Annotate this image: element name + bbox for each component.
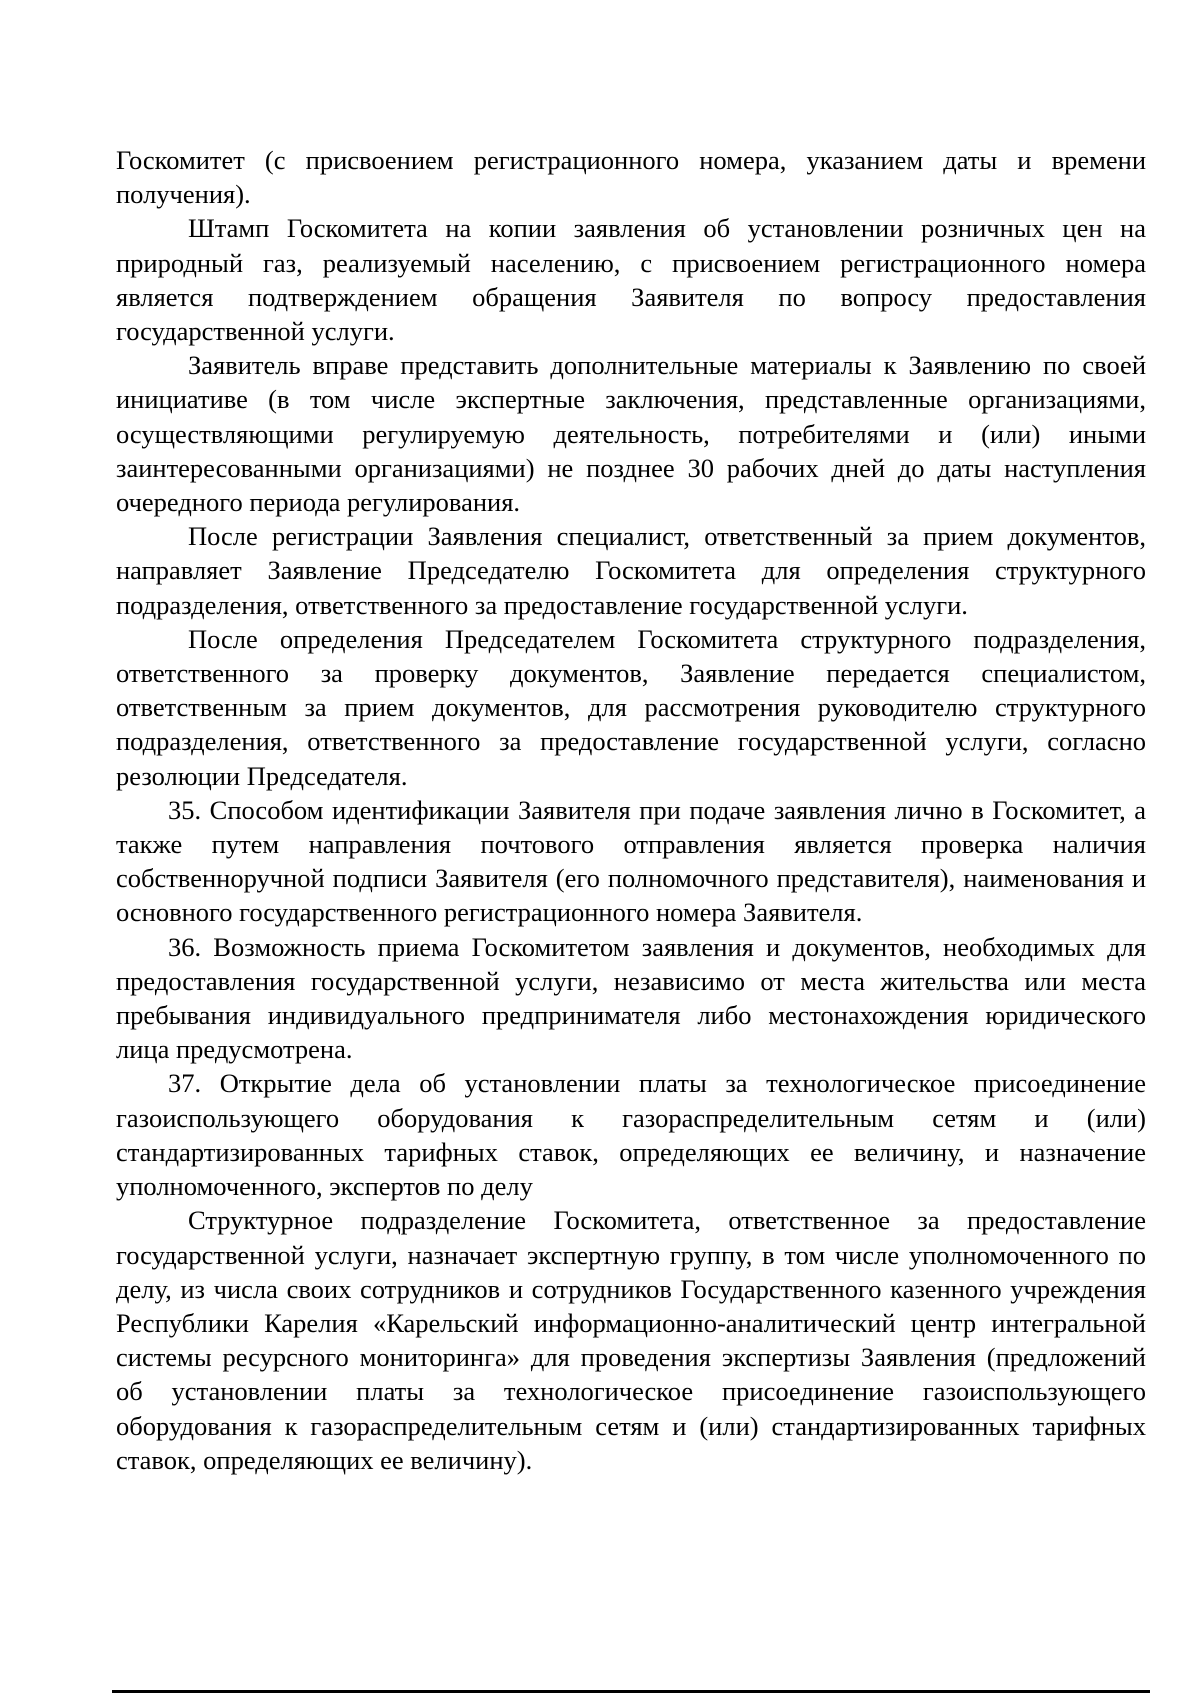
paragraph-after-determination: После определения Председателем Госкомитета структурного подразделения, ответственного за проверку документов, Заявление передается специалистом, ответственным за прием документов, для рассмотрения руководителю структурного подразделения, ответственного за предоставление государственной услуги, согласно резолюции Председателя. [116, 623, 1146, 791]
paragraph-registration-continued: Госкомитет (с присвоением регистрационного номера, указанием даты и времени получения). [116, 145, 1146, 210]
paragraph-after-registration: После регистрации Заявления специалист, ответственный за прием документов, направляет Заявление Председателю Госкомитета для определения структурного подразделения, ответственного за предоставление государственной услуги. [116, 521, 1146, 620]
paragraph-additional-materials: Заявитель вправе представить дополнительные материалы к Заявлению по своей инициативе (в том числе экспертные заключения, представленные организациями, осуществляющими регулируемую деятельность, потребителями и (или) иными заинтересованными организациями) не позднее 30 рабочих дней до даты наступления очередного периода регулирования. [116, 350, 1146, 518]
paragraph-item-36: 36. Возможность приема Госкомитетом заявления и документов, необходимых для предоставления государственной услуги, независимо от места жительства или места пребывания индивидуального предпринимателя либо местонахождения юридического лица предусмотрена. [116, 931, 1146, 1065]
paragraph-expert-group: Структурное подразделение Госкомитета, ответственное за предоставление государственной услуги, назначает экспертную группу, в том числе уполномоченного по делу, из числа своих сотрудников и сотрудников Государственного казенного учреждения Республики Карелия «Карельский информационно-аналитический центр интегральной системы ресурсного мониторинга» для проведения экспертизы Заявления (предложений об установлении платы за технологическое присоединение газоиспользующего оборудования к газораспределительным сетям и (или) стандартизированных тарифных ставок, определяющих ее величину). [116, 1205, 1146, 1475]
document-body [116, 143, 1146, 1477]
paragraph-item-35: 35. Способом идентификации Заявителя при подаче заявления лично в Госкомитет, а также путем направления почтового отправления является проверка наличия собственноручной подписи Заявителя (его полномочного представителя), наименования и основного государственного регистрационного номера Заявителя. [116, 794, 1146, 928]
paragraph-item-37: 37. Открытие дела об установлении платы за технологическое присоединение газоиспользующего оборудования к газораспределительным сетям и (или) стандартизированных тарифных ставок, определяющих ее величину, и назначение уполномоченного, экспертов по делу [116, 1068, 1146, 1202]
paragraph-stamp: Штамп Госкомитета на копии заявления об установлении розничных цен на природный газ, реализуемый населению, с присвоением регистрационного номера является подтверждением обращения Заявителя по вопросу предоставления государственной услуги. [116, 213, 1146, 347]
footer-divider-line [112, 1690, 1150, 1693]
